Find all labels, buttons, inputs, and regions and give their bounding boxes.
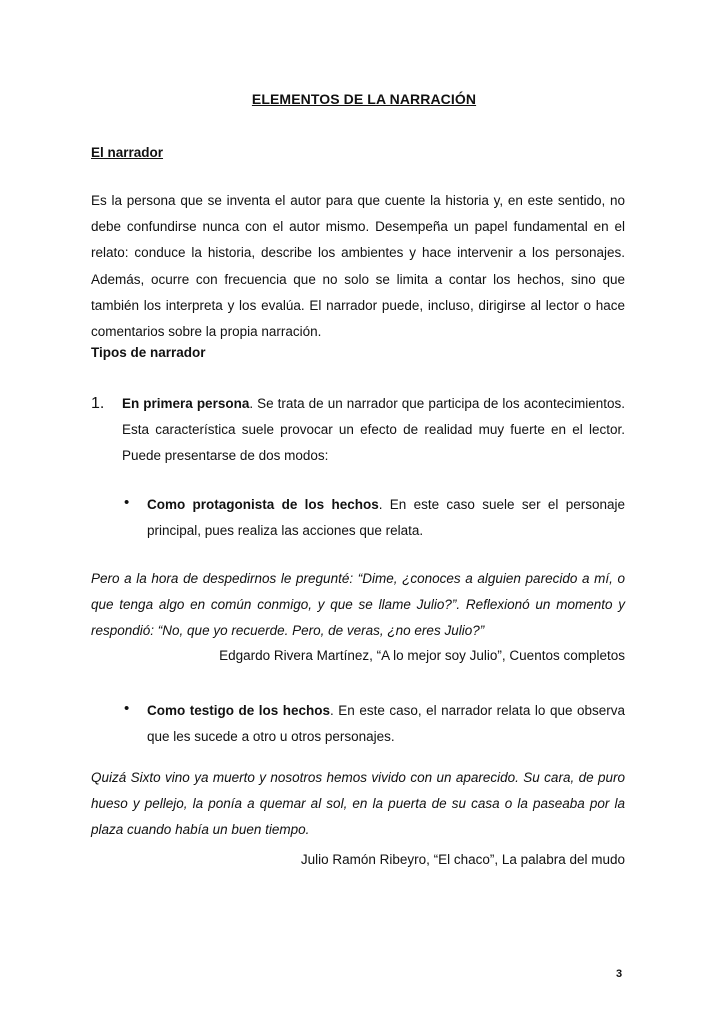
narrador-paragraph: Es la persona que se inventa el autor para que cuente la historia y, en este sentido, no debe confundirse nunca con el autor mismo. Desempeña un papel fundamental en el relato: conduce la historia, describe los ambientes y hace intervenir a los personajes. Además, ocurre con frecuencia que no solo se limita a contar los hechos, sino que también los interpreta y los evalúa. El narrador puede, incluso, dirigirse al lector o hace comentarios sobre la propia narración. — [91, 193, 625, 340]
document-title: ELEMENTOS DE LA NARRACIÓN — [251, 91, 477, 107]
quote-block: Quizá Sixto vino ya muerto y nosotros hemos vivido con un aparecido. Su cara, de puro hueso y pellejo, la ponía a quemar al sol, en la puerta de su casa o la paseaba por la plaza cuando había un buen tiempo. — [91, 770, 625, 838]
bullet-item-text: . En este caso suele ser el personaje principal, pues realiza las acciones que relata. — [147, 497, 625, 539]
bullet-item-term: Como protagonista de los hechos — [147, 497, 379, 512]
bullet-item-term: Como testigo de los hechos — [147, 703, 331, 718]
list-item-term: En primera persona — [122, 396, 250, 411]
bullet-item-text: . En este caso, el narrador relata lo que observa que les sucede a otro u otros personajes. — [147, 703, 625, 745]
section-heading-narrador: El narrador — [91, 145, 164, 160]
list-number-1: 1. — [91, 395, 105, 412]
list-item-primera-persona — [122, 391, 625, 470]
section-heading-tipos: Tipos de narrador — [91, 345, 206, 360]
page-number: 3 — [616, 968, 623, 980]
bullet-marker: • — [124, 700, 130, 717]
quote-citation: Julio Ramón Ribeyro, “El chaco”, La palabra del mudo — [300, 852, 625, 867]
bullet-item-protagonista — [147, 492, 625, 544]
bullet-marker: • — [124, 494, 130, 511]
quote-block: Pero a la hora de despedirnos le pregunté: “Dime, ¿conoces a alguien parecido a mí, o que tenga algo en común conmigo, y que se llame Julio?”. Reflexionó un momento y respondió: “No, que yo recuerde. Pero, de veras, ¿no eres Julio?” — [91, 571, 625, 639]
list-item-text: . Se trata de un narrador que participa de los acontecimientos. Esta característica suele provocar un efecto de realidad muy fuerte en el lector. Puede presentarse de dos modos: — [122, 396, 625, 464]
bullet-item-testigo — [147, 698, 625, 750]
quote-citation: Edgardo Rivera Martínez, “A lo mejor soy Julio”, Cuentos completos — [219, 648, 625, 663]
